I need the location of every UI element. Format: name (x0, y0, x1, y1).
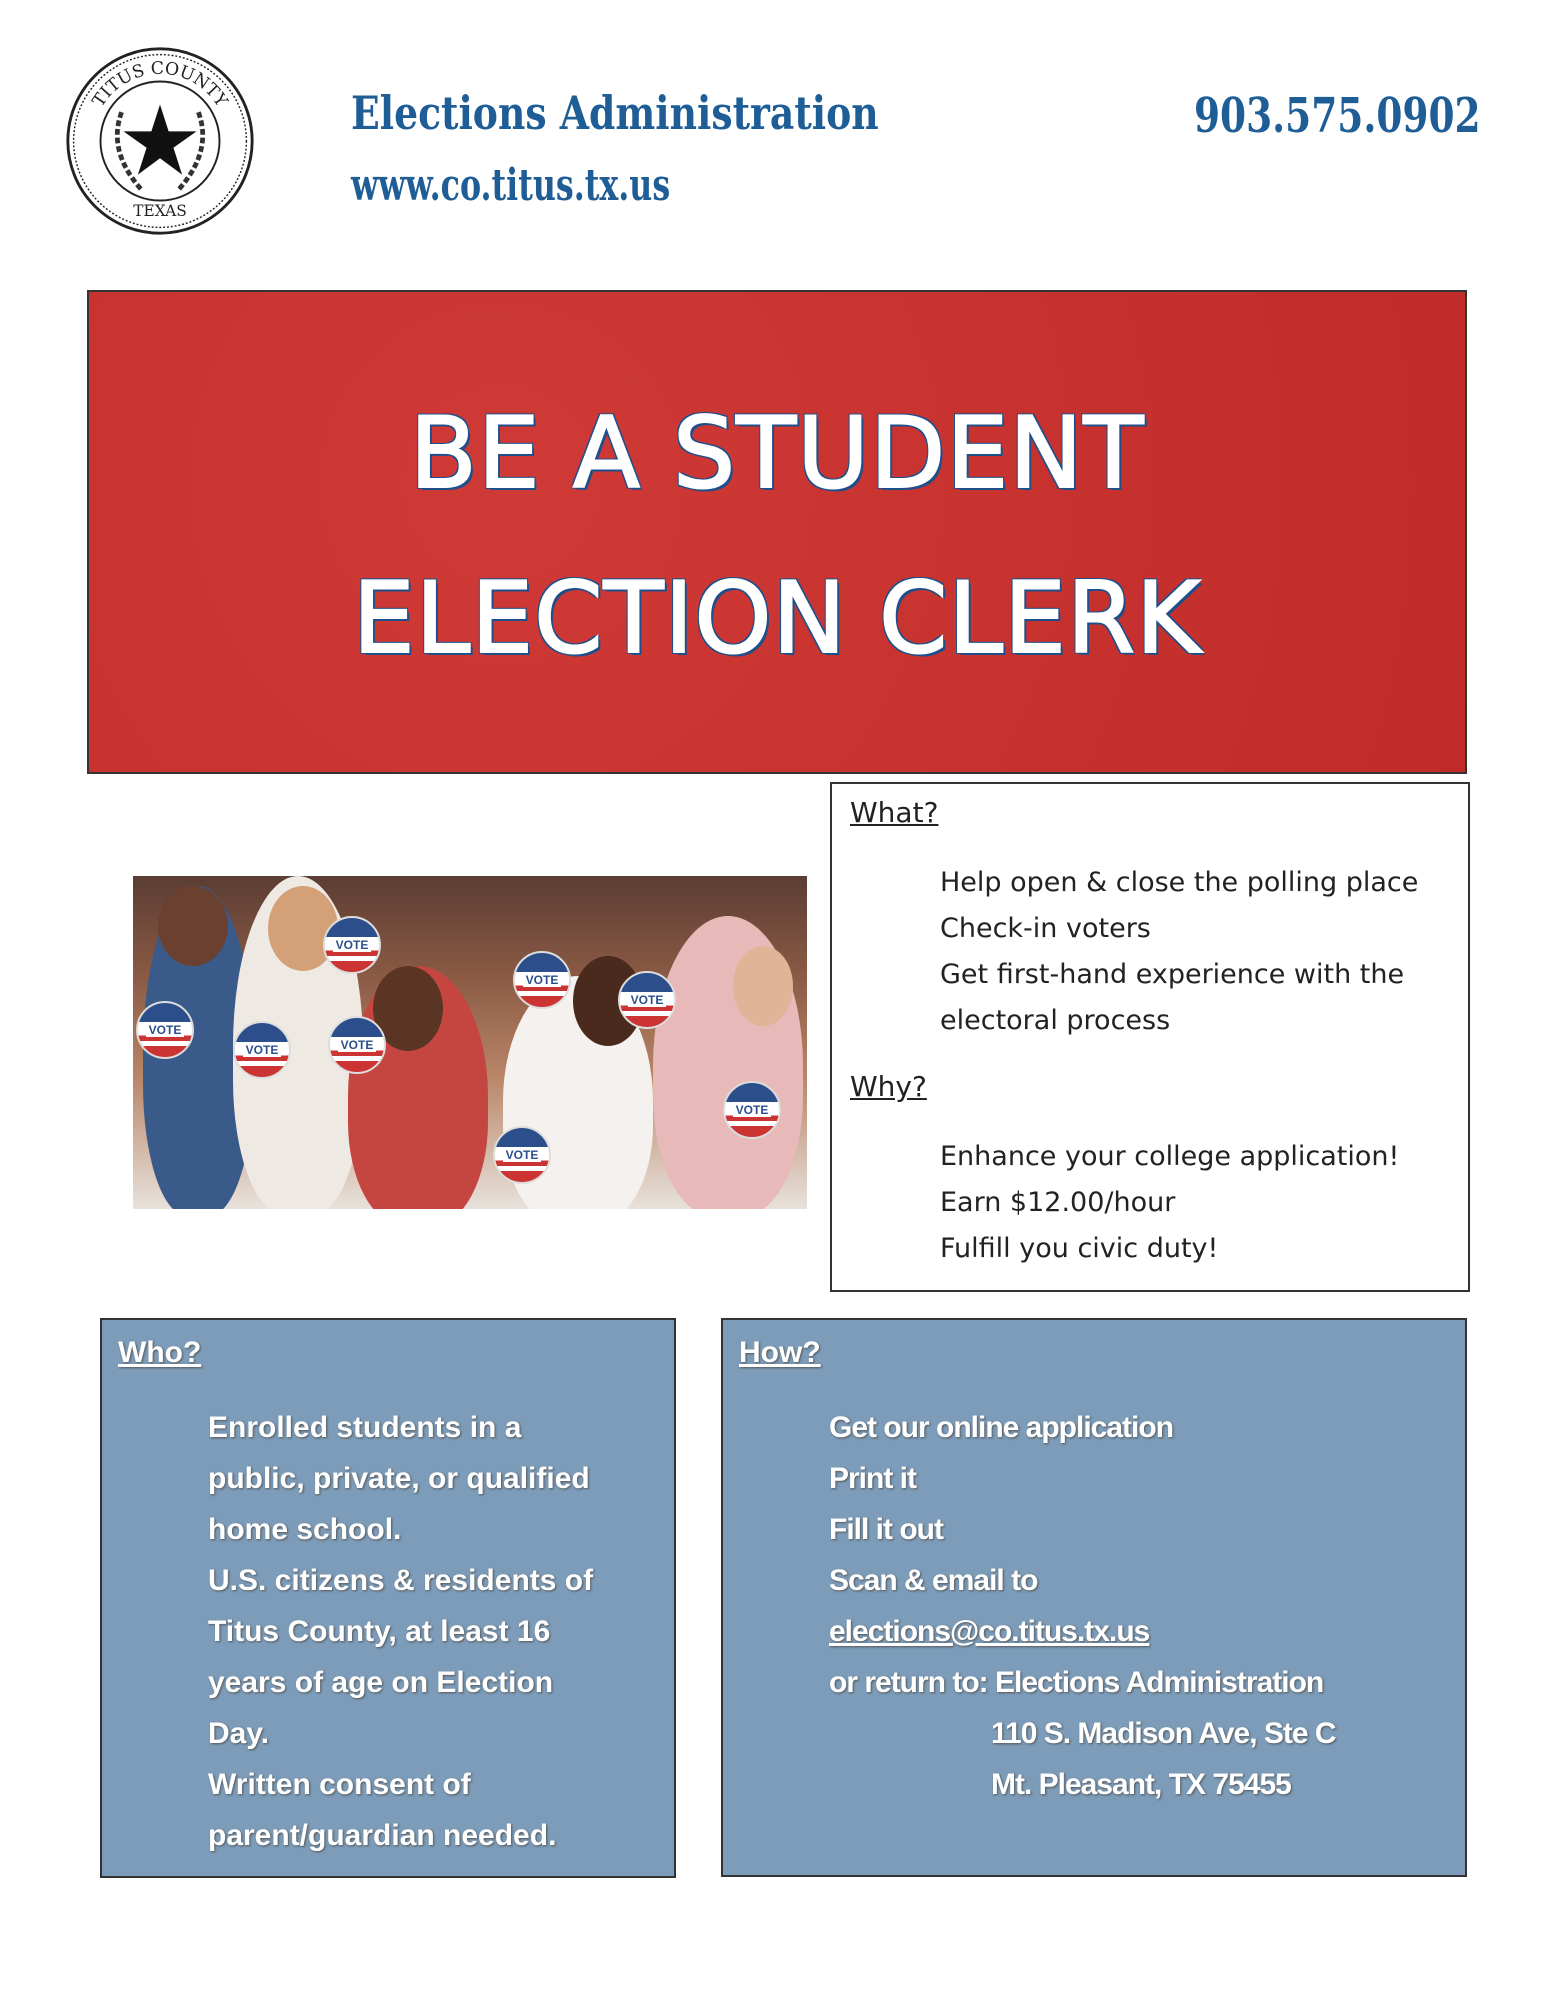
vote-button-pin: VOTE (723, 1081, 781, 1139)
what-list (940, 860, 1418, 1044)
vote-button-pin: VOTE (323, 916, 381, 974)
why-heading: Why? (850, 1070, 927, 1103)
what-item: electoral process (940, 1005, 1171, 1036)
who-line: Day. (208, 1717, 270, 1750)
how-box (721, 1318, 1467, 1877)
banner-title-line1: BE A STUDENT (409, 397, 1145, 511)
what-heading: What? (850, 796, 939, 829)
what-why-box (830, 782, 1470, 1292)
how-line: Get our online application (829, 1411, 1174, 1444)
how-line: Print it (829, 1462, 916, 1495)
vote-button-pin: VOTE (513, 951, 571, 1009)
why-list (940, 1134, 1399, 1272)
who-line: home school. (208, 1513, 402, 1546)
phone-number: 903.575.0902 (1194, 88, 1481, 144)
vote-button-pin: VOTE (233, 1021, 291, 1079)
what-item: Help open & close the polling place (940, 867, 1419, 898)
org-name: Elections Administration (351, 86, 879, 140)
how-heading: How? (739, 1336, 821, 1369)
county-seal-logo (64, 45, 256, 237)
vote-button-pin: VOTE (136, 1001, 194, 1059)
website-link[interactable]: www.co.titus.tx.us (351, 160, 671, 211)
who-line: Written consent of (208, 1768, 471, 1801)
vote-button-pin: VOTE (493, 1126, 551, 1184)
why-item: Earn $12.00/hour (940, 1187, 1176, 1218)
who-line: Titus County, at least 16 (208, 1615, 551, 1648)
who-heading: Who? (118, 1336, 202, 1369)
what-item: Get first-hand experience with the (940, 959, 1405, 990)
title-banner (87, 290, 1467, 774)
how-list (829, 1402, 1336, 1810)
svg-text:TEXAS: TEXAS (133, 201, 187, 220)
how-line: Scan & email to (829, 1564, 1038, 1597)
who-line: Enrolled students in a (208, 1411, 522, 1444)
banner-title-line2: ELECTION CLERK (352, 562, 1202, 676)
address-line1: 110 S. Madison Ave, Ste C (991, 1717, 1336, 1750)
who-line: public, private, or qualified (208, 1462, 590, 1495)
who-line: years of age on Election (208, 1666, 554, 1699)
vote-button-pin: VOTE (618, 971, 676, 1029)
who-box (100, 1318, 676, 1878)
how-line: Fill it out (829, 1513, 943, 1546)
who-line: U.S. citizens & residents of (208, 1564, 594, 1597)
vote-button-pin: VOTE (328, 1016, 386, 1074)
email-link[interactable]: elections@co.titus.tx.us (829, 1615, 1150, 1648)
who-line: parent/guardian needed. (208, 1819, 557, 1852)
why-item: Enhance your college application! (940, 1141, 1400, 1172)
students-photo (133, 876, 807, 1209)
why-item: Fulfill you civic duty! (940, 1233, 1219, 1264)
address-line2: Mt. Pleasant, TX 75455 (991, 1768, 1291, 1801)
return-line: or return to: Elections Administration (829, 1666, 1324, 1699)
svg-text:TITUS COUNTY: TITUS COUNTY (88, 58, 232, 111)
who-list (208, 1402, 593, 1861)
what-item: Check-in voters (940, 913, 1151, 944)
